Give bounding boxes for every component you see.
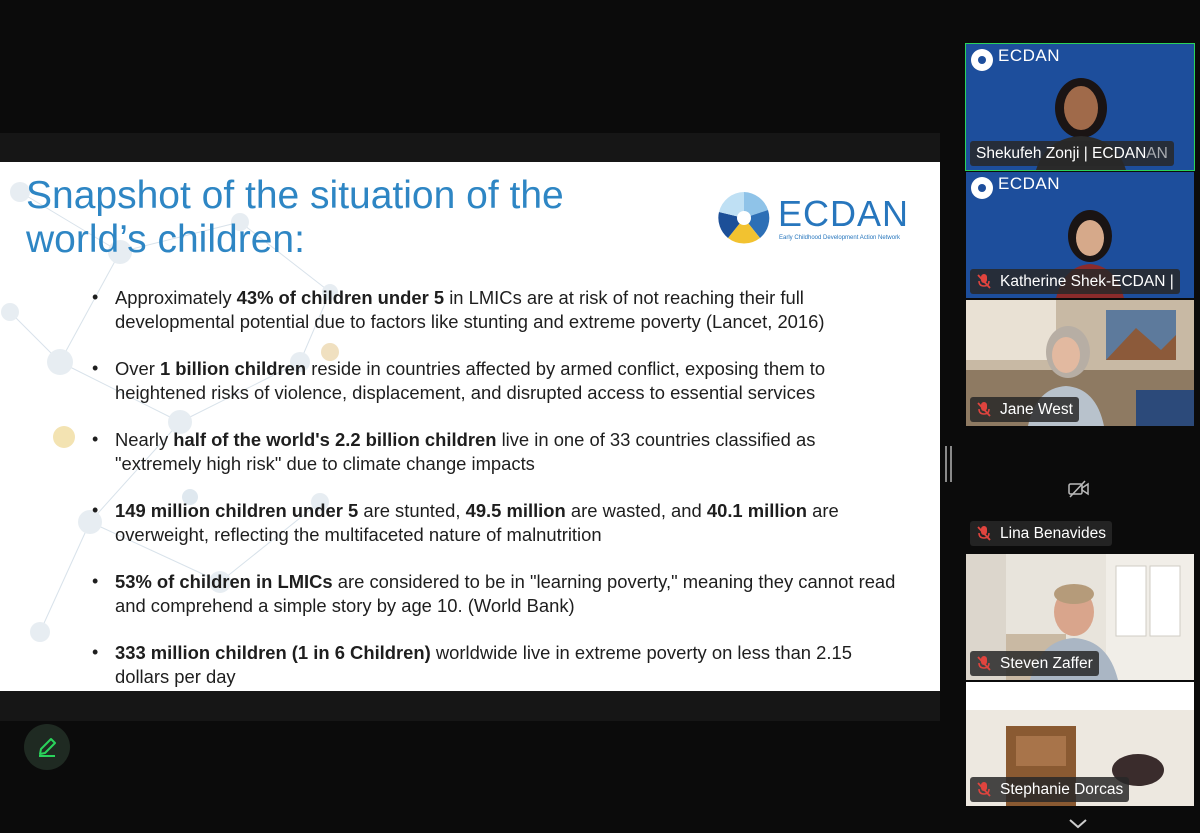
ecdan-logo-mark [970,176,994,200]
chevron-down-icon[interactable] [1068,818,1088,830]
ecdan-tagline: Early Childhood Development Action Network [779,235,901,241]
participant-tile-steven[interactable] [966,554,1194,680]
participant-tile-jane[interactable] [966,300,1194,426]
pencil-icon [36,736,58,758]
annotate-button[interactable] [24,724,70,770]
mic-off-icon [976,401,992,417]
mic-off-icon [976,273,992,289]
participant-name-tag: Shekufeh Zonji | ECDANAN [970,141,1174,166]
participant-name-tag: Stephanie Dorcas [970,777,1129,802]
panel-resize-handle[interactable] [945,446,952,482]
participant-tile-stephanie[interactable] [966,682,1194,806]
ecdan-logo-mark [716,190,772,246]
bullet-item: • 333 million children (1 in 6 Children) worldwide live in extreme poverty on less than 2.15 dollars per day [92,641,902,691]
bullet-item: • Nearly half of the world's 2.2 billion children live in one of 33 countries classified as "extremely high risk" due to climate change impacts [92,428,902,499]
mic-off-icon [976,781,992,797]
participant-name-tag: Steven Zaffer [970,651,1099,676]
participant-tile-lina[interactable] [966,426,1194,550]
video-off-icon [1068,480,1090,498]
ecdan-wordmark: ECDAN [778,193,910,234]
participant-name-tag: Lina Benavides [970,521,1112,546]
mic-off-icon [976,525,992,541]
bullet-item: • 149 million children under 5 are stunted, 49.5 million are wasted, and 40.1 million are overweight, reflecting the multifaceted nature of malnutrition [92,499,902,570]
bullet-list [92,286,902,691]
video-feed: ECDAN [966,172,1194,298]
shared-slide [0,162,940,691]
ecdan-logo-mark [970,48,994,72]
participant-tile-katherine[interactable] [966,172,1194,298]
slide-title: Snapshot of the situation of the world’s children: [26,174,564,261]
participant-tile-shekufeh[interactable] [966,44,1194,170]
bullet-item: • Over 1 billion children reside in countries affected by armed conflict, exposing them to heightened risks of violence, displacement, and disrupted access to essential services [92,357,902,428]
ecdan-logo [716,190,926,250]
video-feed: ECDAN [966,44,1194,170]
mic-off-icon [976,655,992,671]
participant-name-tag: Katherine Shek-ECDAN | [970,269,1180,294]
participant-name-tag: Jane West [970,397,1079,422]
bullet-item: • 53% of children in LMICs are considered to be in "learning poverty," meaning they cannot read and comprehend a simple story by age 10. (World Bank) [92,570,902,641]
bullet-item: • Approximately 43% of children under 5 in LMICs are at risk of not reaching their full developmental potential due to factors like stunting and extreme poverty (Lancet, 2016) [92,286,902,357]
